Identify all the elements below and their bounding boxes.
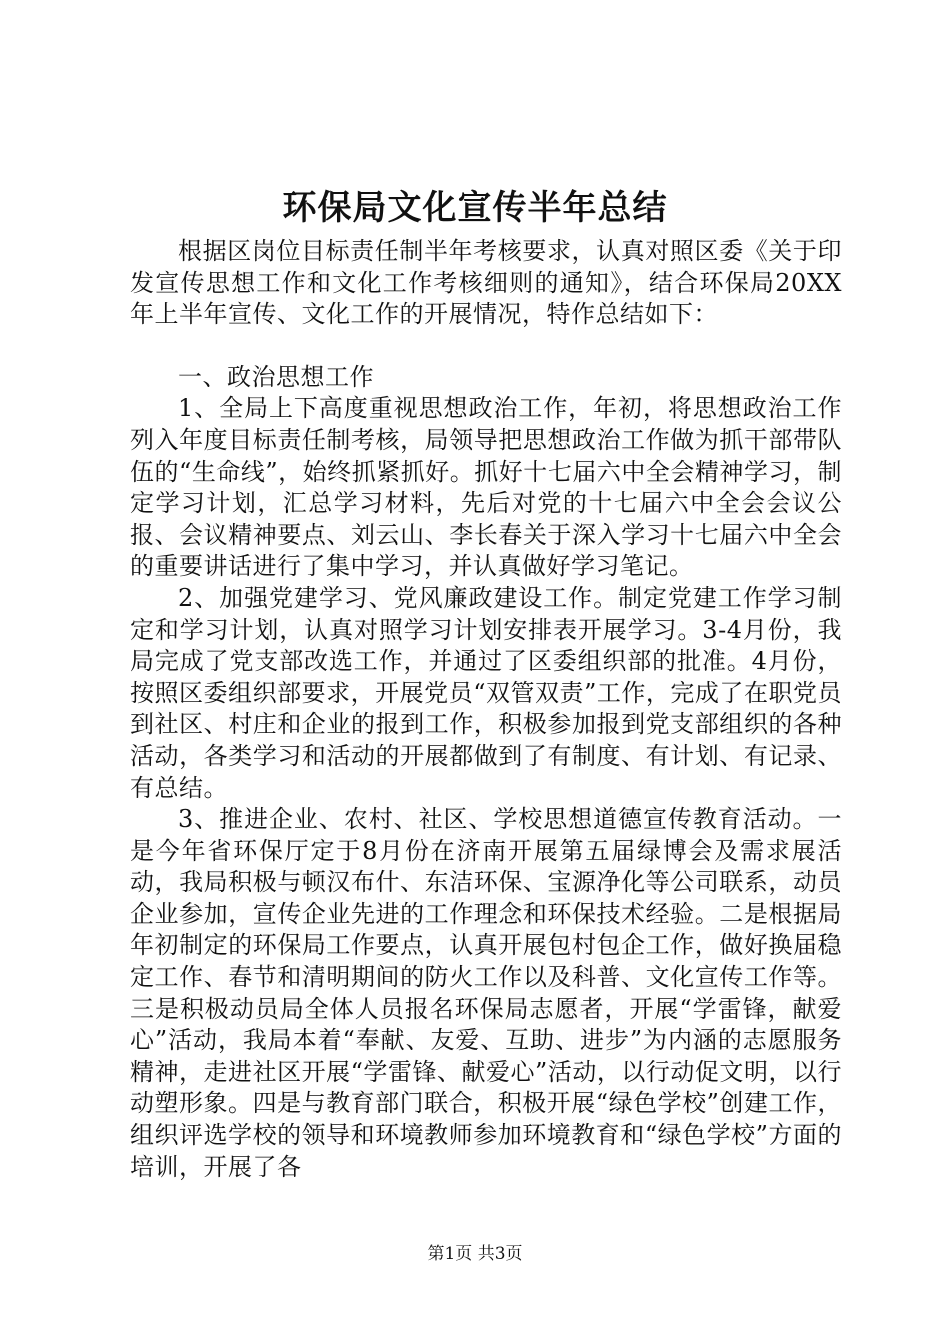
intro-paragraph: 根据区岗位目标责任制半年考核要求，认真对照区委《关于印发宣传思想工作和文化工作考核细则的通知》，结合环保局20XX年上半年宣传、文化工作的开展情况，特作总结如下：	[130, 237, 842, 329]
page-footer: 第1页 共3页	[427, 1244, 523, 1264]
document-body	[130, 236, 842, 1183]
paragraph-1: 1、全局上下高度重视思想政治工作，年初，将思想政治工作列入年度目标责任制考核，局领导把思想政治工作做为抓干部带队伍的“生命线”，始终抓紧抓好。抓好十七届六中全会精神学习，制定学习计划，汇总学习材料，先后对党的十七届六中全会会议公报、会议精神要点、刘云山、李长春关于深入学习十七届六中全会的重要讲话进行了集中学习，并认真做好学习笔记。	[130, 394, 842, 581]
paragraph-2: 2、加强党建学习、党风廉政建设工作。制定党建工作学习制定和学习计划，认真对照学习计划安排表开展学习。3-4月份，我局完成了党支部改选工作，并通过了区委组织部的批准。4月份，按照区委组织部要求，开展党员“双管双责”工作，完成了在职党员到社区、村庄和企业的报到工作，积极参加报到党支部组织的各种活动，各类学习和活动的开展都做到了有制度、有计划、有记录、有总结。	[130, 583, 842, 802]
paragraph-3: 3、推进企业、农村、社区、学校思想道德宣传教育活动。一是今年省环保厅定于8月份在济南开展第五届绿博会及需求展活动，我局积极与顿汉布什、东洁环保、宝源净化等公司联系，动员企业参加，宣传企业先进的工作理念和环保技术经验。二是根据局年初制定的环保局工作要点，认真开展包村包企工作，做好换届稳定工作、春节和清明期间的防火工作以及科普、文化宣传工作等。三是积极动员局全体人员报名环保局志愿者，开展“学雷锋，献爱心”活动，我局本着“奉献、友爱、互助、进步”为内涵的志愿服务精神，走进社区开展“学雷锋、献爱心”活动，以行动促文明，以行动塑形象。四是与教育部门联合，积极开展“绿色学校”创建工作，组织评选学校的领导和环境教师参加环境教育和“绿色学校”方面的培训，开展了各	[130, 805, 842, 1181]
section-heading: 一、政治思想工作	[178, 362, 374, 391]
document-title: 环保局文化宣传半年总结	[282, 188, 668, 228]
